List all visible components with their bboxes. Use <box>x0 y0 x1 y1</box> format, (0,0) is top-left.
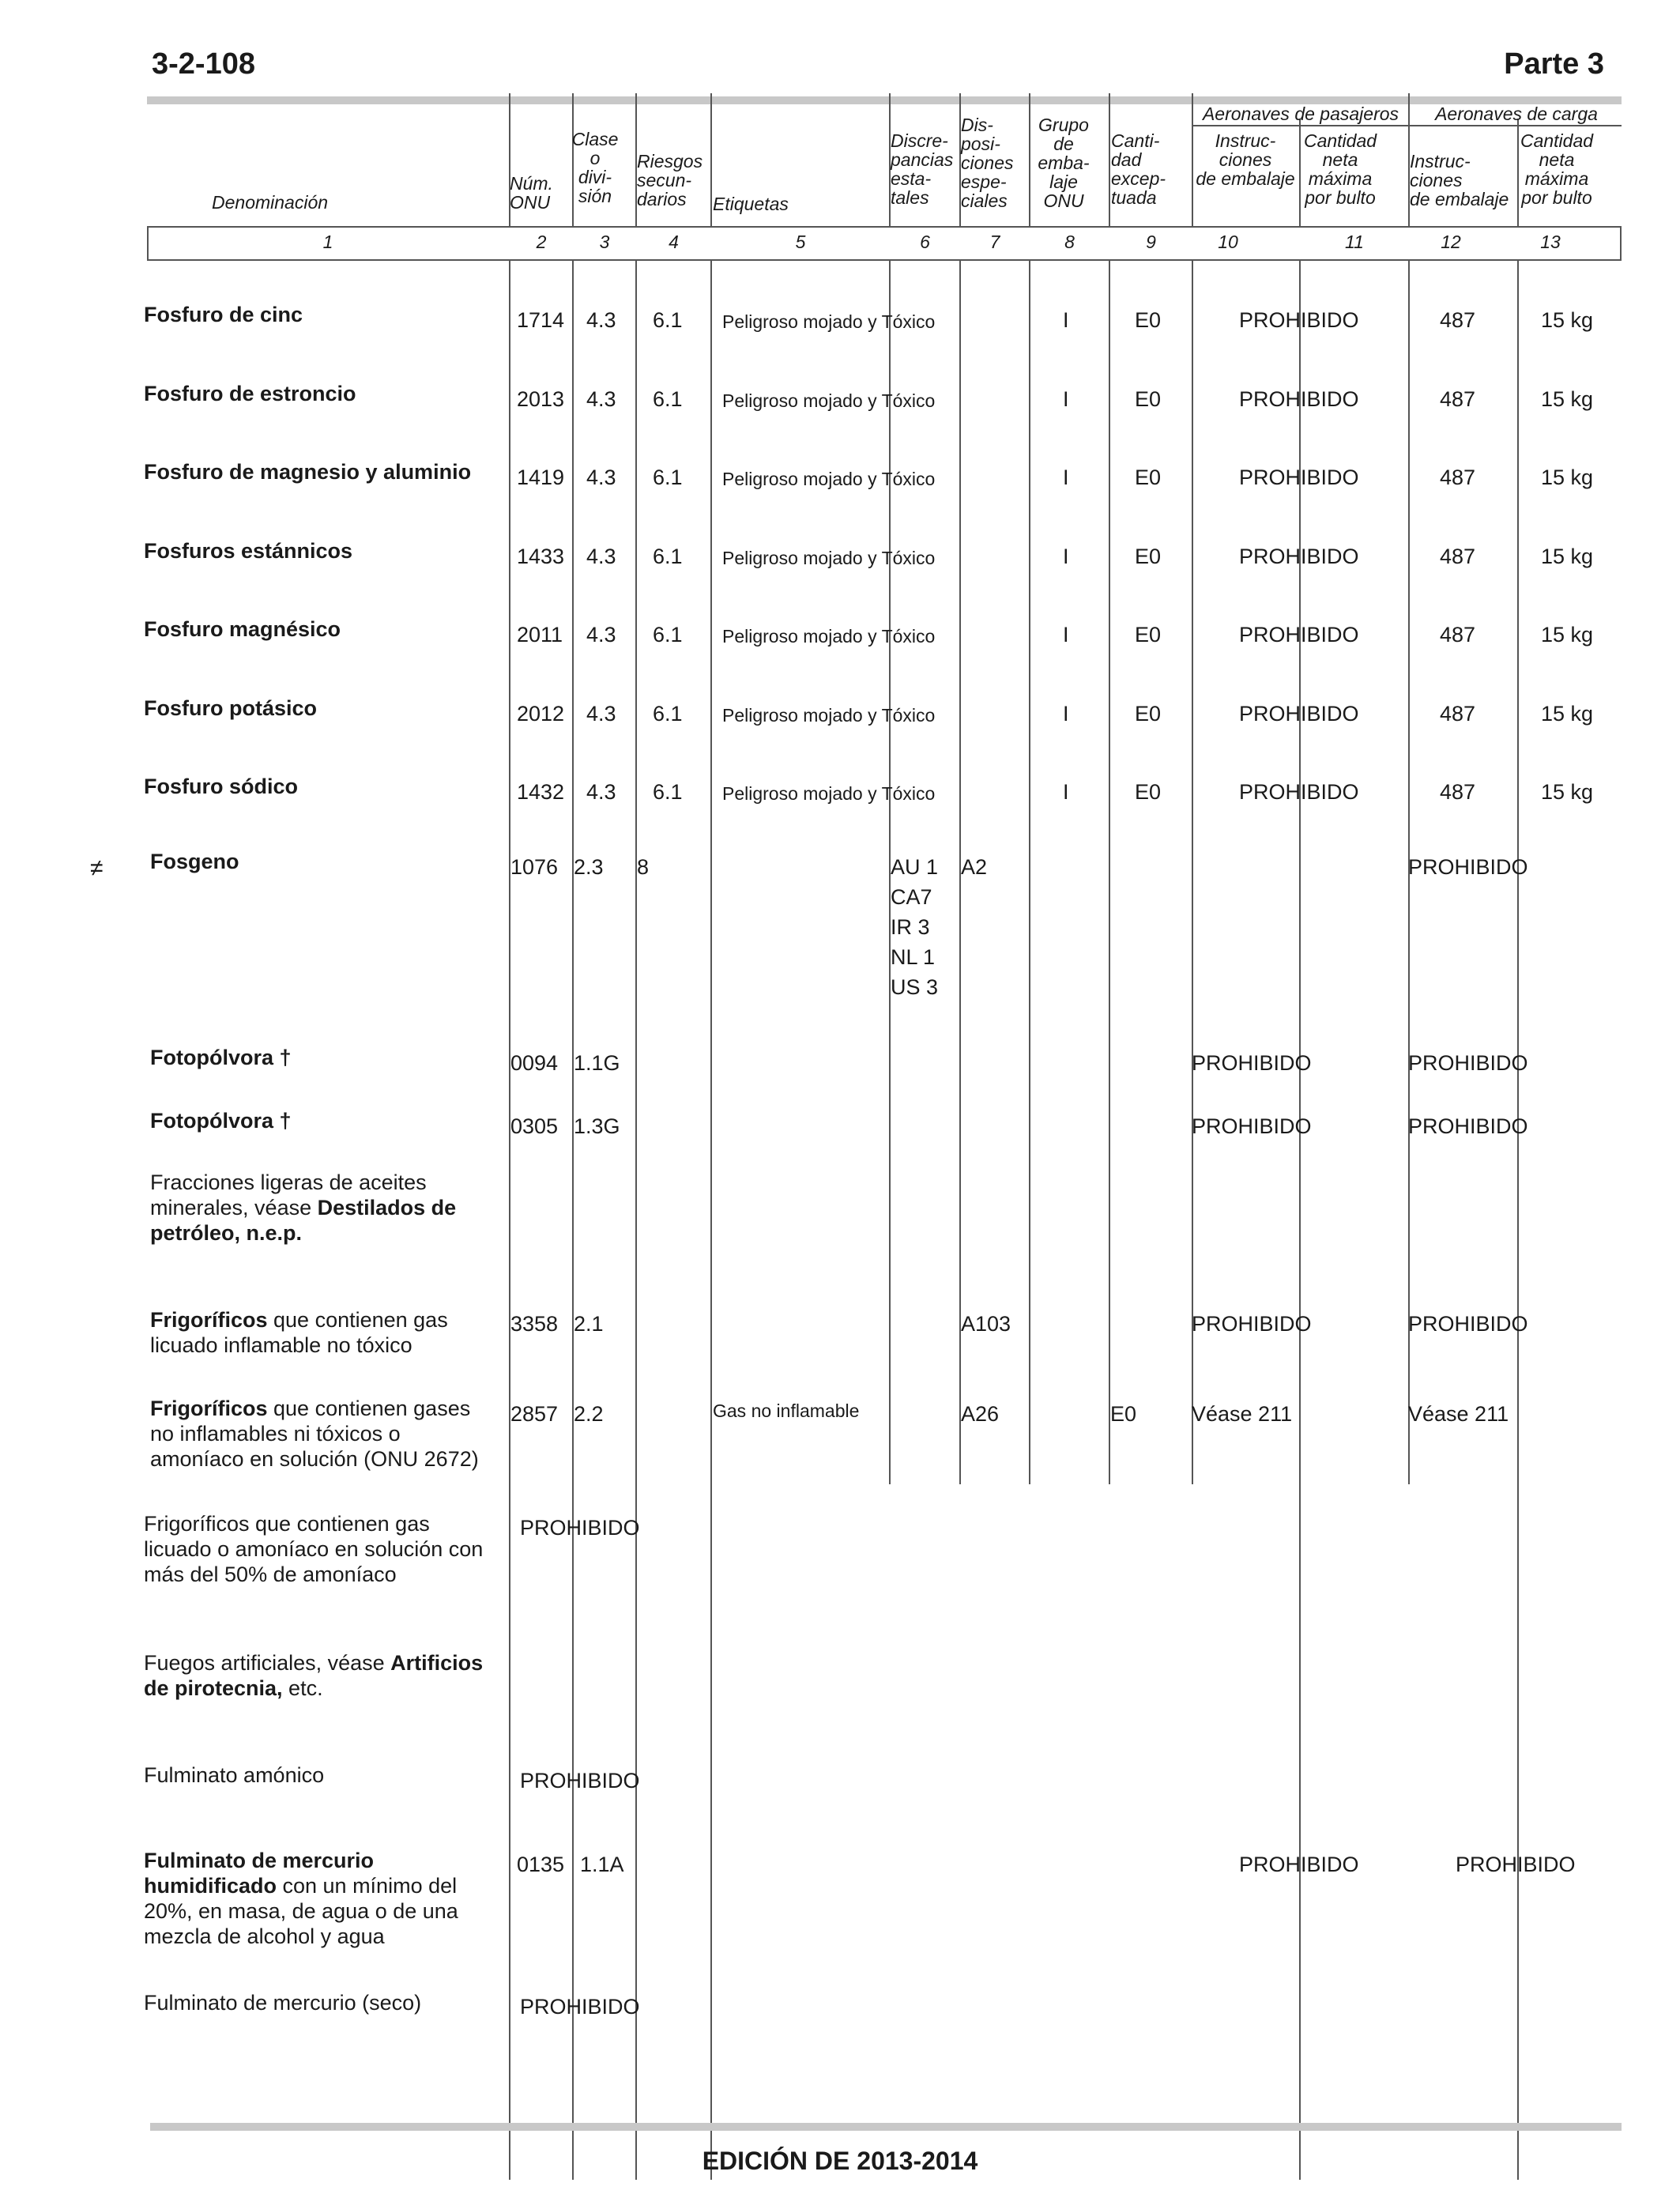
excepted-quantity: E0 <box>1135 701 1162 726</box>
column-number-11: 11 <box>1345 232 1364 252</box>
un-number: 1714 <box>517 308 565 332</box>
entry-name: Fotopólvora † <box>150 1109 292 1133</box>
col-line-9 <box>1109 93 1110 1484</box>
cross-reference-entry: Fracciones ligeras de aceites minerales, véase Destilados de petróleo, n.e.p. <box>150 1171 457 1245</box>
class-division: 4.3 <box>586 623 616 647</box>
header-grupo: Grupo de emba- laje ONU <box>1038 115 1090 211</box>
class-division: 4.3 <box>586 466 616 489</box>
entry-name: Fosfuro de magnesio y aluminio <box>144 460 472 484</box>
passenger-status: PROHIBIDO <box>1239 544 1359 568</box>
cargo-packing-instruction: 487 <box>1440 386 1476 411</box>
cargo-packing-instruction: 487 <box>1440 544 1476 568</box>
column-number-10: 10 <box>1218 232 1238 252</box>
cargo-max-quantity: 15 kg <box>1541 544 1594 568</box>
header-etiquetas: Etiquetas <box>713 194 789 214</box>
header-cantidad-exceptuada: Canti- dad excep- tuada <box>1111 130 1166 208</box>
passenger-status: PROHIBIDO <box>1239 1853 1359 1876</box>
header-aeronaves-pasajeros: Aeronaves de pasajeros <box>1202 104 1399 124</box>
special-provisions: A26 <box>961 1402 1000 1426</box>
class-division: 4.3 <box>586 780 616 804</box>
packing-group: I <box>1063 623 1069 647</box>
cargo-max-quantity: 15 kg <box>1541 308 1594 332</box>
class-division: 1.1G <box>574 1051 620 1075</box>
excepted-quantity: E0 <box>1135 466 1162 489</box>
column-number-4: 4 <box>669 232 679 252</box>
special-provisions: A2 <box>961 855 988 879</box>
subsidiary-risk: 8 <box>637 855 650 879</box>
class-division: 4.3 <box>586 701 616 726</box>
hazard-label: Peligroso mojado y Tóxico <box>722 390 936 411</box>
entry-name: Fosfuros estánnicos <box>144 538 353 563</box>
un-number: 2012 <box>517 701 565 726</box>
column-number-5: 5 <box>795 232 806 252</box>
subsidiary-risk: 6.1 <box>653 386 683 411</box>
un-number: 2011 <box>517 623 563 647</box>
passenger-status: PROHIBIDO <box>1239 466 1359 489</box>
entry-name: Frigoríficos que contienen gases no inflamables ni tóxicos o amoníaco en solución (ONU 2672) <box>150 1397 479 1471</box>
passenger-status: PROHIBIDO <box>1239 701 1359 726</box>
bottom-rule <box>150 2123 1622 2131</box>
excepted-quantity: E0 <box>1110 1402 1137 1426</box>
part-label: Parte 3 <box>1504 47 1604 81</box>
excepted-quantity: E0 <box>1135 623 1162 647</box>
cargo-packing-instruction: 487 <box>1440 623 1476 647</box>
state-variations: AU 1 CA7 IR 3 NL 1 US 3 <box>891 855 939 999</box>
column-number-2: 2 <box>536 232 547 252</box>
forbidden-status: PROHIBIDO <box>520 1516 640 1540</box>
class-division: 1.3G <box>574 1114 620 1138</box>
entry-name: Fotopólvora † <box>150 1046 292 1069</box>
excepted-quantity: E0 <box>1135 386 1162 411</box>
un-number: 1419 <box>517 466 565 489</box>
cargo-max-quantity: 15 kg <box>1541 466 1594 489</box>
column-number-8: 8 <box>1064 232 1075 252</box>
passenger-status: PROHIBIDO <box>1239 308 1359 332</box>
cargo-status: PROHIBIDO <box>1408 855 1528 879</box>
subsidiary-risk: 6.1 <box>653 466 683 489</box>
amendment-mark: ≠ <box>90 855 104 881</box>
un-number: 3358 <box>510 1312 559 1336</box>
col-line-12 <box>1408 93 1410 1484</box>
cargo-max-quantity: 15 kg <box>1541 623 1594 647</box>
cargo-status: PROHIBIDO <box>1456 1853 1576 1876</box>
header-cantidad-pasajeros: Cantidad neta máxima por bulto <box>1303 130 1377 208</box>
packing-group: I <box>1063 544 1069 568</box>
header-divider <box>1192 125 1622 126</box>
forbidden-status: PROHIBIDO <box>520 1769 640 1793</box>
entry-name: Fosfuro de estroncio <box>144 381 356 405</box>
un-number: 1433 <box>517 544 565 568</box>
cargo-max-quantity: 15 kg <box>1541 780 1594 804</box>
subsidiary-risk: 6.1 <box>653 701 683 726</box>
header-num-onu: Núm. ONU <box>510 173 553 213</box>
header-aeronaves-carga: Aeronaves de carga <box>1435 104 1598 124</box>
column-number-13: 13 <box>1540 232 1561 252</box>
header-instrucciones-pasajeros: Instruc- ciones de embalaje <box>1196 130 1295 189</box>
excepted-quantity: E0 <box>1135 308 1162 332</box>
un-number: 0094 <box>510 1051 559 1075</box>
un-number: 0135 <box>517 1853 565 1876</box>
class-division: 2.2 <box>574 1402 604 1426</box>
header-clase: Clase o divi- sión <box>571 129 619 206</box>
passenger-status: Véase 211 <box>1192 1402 1293 1426</box>
subsidiary-risk: 6.1 <box>653 544 683 568</box>
cross-reference-entry: Fuegos artificiales, véase Artificios de pirotecnia, etc. <box>144 1651 484 1700</box>
col-line-10 <box>1192 93 1193 1484</box>
entry-name: Fosfuro de cinc <box>144 303 303 326</box>
un-number: 0305 <box>510 1114 559 1138</box>
special-provisions: A103 <box>961 1312 1011 1336</box>
cargo-status: PROHIBIDO <box>1408 1051 1528 1075</box>
entry-name: Fosgeno <box>150 850 239 873</box>
hazard-label: Gas no inflamable <box>713 1400 860 1421</box>
class-division: 4.3 <box>586 308 616 332</box>
edition-footer: EDICIÓN DE 2013-2014 <box>702 2147 978 2175</box>
passenger-status: PROHIBIDO <box>1239 780 1359 804</box>
header-disposiciones: Dis- posi- ciones espe- ciales <box>961 115 1014 211</box>
class-division: 2.3 <box>574 855 604 879</box>
hazard-label: Peligroso mojado y Tóxico <box>722 704 936 726</box>
entry-name: Fulminato amónico <box>144 1763 325 1787</box>
passenger-status: PROHIBIDO <box>1239 623 1359 647</box>
header-cantidad-carga: Cantidad neta máxima por bulto <box>1520 130 1594 208</box>
class-division: 2.1 <box>574 1312 604 1336</box>
subsidiary-risk: 6.1 <box>653 780 683 804</box>
class-division: 4.3 <box>586 544 616 568</box>
packing-group: I <box>1063 466 1069 489</box>
excepted-quantity: E0 <box>1135 544 1162 568</box>
column-number-3: 3 <box>599 232 610 252</box>
packing-group: I <box>1063 386 1069 411</box>
packing-group: I <box>1063 701 1069 726</box>
header-discrepancias: Discre- pancias esta- tales <box>891 130 954 208</box>
cargo-status: Véase 211 <box>1408 1402 1509 1426</box>
col-line-8 <box>1029 93 1030 1484</box>
forbidden-status: PROHIBIDO <box>520 1995 640 2019</box>
header-riesgos: Riesgos secun- darios <box>637 151 703 209</box>
col-line-4 <box>635 93 637 2180</box>
column-number-1: 1 <box>322 232 333 252</box>
hazard-label: Peligroso mojado y Tóxico <box>722 547 936 568</box>
packing-group: I <box>1063 780 1069 804</box>
column-number-6: 6 <box>920 232 930 252</box>
passenger-status: PROHIBIDO <box>1239 386 1359 411</box>
header-instrucciones-carga: Instruc- ciones de embalaje <box>1410 151 1509 209</box>
un-number: 1076 <box>510 855 559 879</box>
un-number: 2857 <box>510 1402 559 1426</box>
entry-name: Fulminato de mercurio (seco) <box>144 1991 422 2015</box>
cargo-max-quantity: 15 kg <box>1541 701 1594 726</box>
passenger-status: PROHIBIDO <box>1192 1312 1312 1336</box>
cargo-status: PROHIBIDO <box>1408 1114 1528 1138</box>
column-number-7: 7 <box>989 232 1000 252</box>
entry-name: Frigoríficos que contienen gas licuado inflamable no tóxico <box>150 1308 448 1357</box>
column-number-12: 12 <box>1441 232 1461 252</box>
class-division: 4.3 <box>586 386 616 411</box>
entry-name: Fosfuro magnésico <box>144 617 341 641</box>
class-division: 1.1A <box>580 1853 624 1876</box>
packing-group: I <box>1063 308 1069 332</box>
un-number: 1432 <box>517 780 565 804</box>
subsidiary-risk: 6.1 <box>653 308 683 332</box>
col-line-7 <box>959 93 961 1484</box>
cargo-status: PROHIBIDO <box>1408 1312 1528 1336</box>
hazard-label: Peligroso mojado y Tóxico <box>722 783 936 804</box>
excepted-quantity: E0 <box>1135 780 1162 804</box>
header-denominacion: Denominación <box>212 192 329 213</box>
page-number: 3-2-108 <box>152 47 255 81</box>
column-number-9: 9 <box>1146 232 1156 252</box>
col-line-5 <box>710 93 712 2180</box>
cargo-max-quantity: 15 kg <box>1541 386 1594 411</box>
entry-name: Fosfuro sódico <box>144 775 298 798</box>
top-rule <box>147 96 1622 104</box>
subsidiary-risk: 6.1 <box>653 623 683 647</box>
passenger-status: PROHIBIDO <box>1192 1114 1312 1138</box>
entry-name: Fulminato de mercurio humidificado con un mínimo del 20%, en masa, de agua o de una mezcla de alcohol y agua <box>144 1849 458 1948</box>
hazard-label: Peligroso mojado y Tóxico <box>722 469 936 489</box>
cargo-packing-instruction: 487 <box>1440 308 1476 332</box>
entry-name: Fosfuro potásico <box>144 696 318 720</box>
cargo-packing-instruction: 487 <box>1440 466 1476 489</box>
cargo-packing-instruction: 487 <box>1440 780 1476 804</box>
hazard-label: Peligroso mojado y Tóxico <box>722 626 936 647</box>
un-number: 2013 <box>517 386 565 411</box>
entry-name: Frigoríficos que contienen gas licuado o amoníaco en solución con más del 50% de amoníaco <box>144 1512 484 1586</box>
hazard-label: Peligroso mojado y Tóxico <box>722 311 936 332</box>
passenger-status: PROHIBIDO <box>1192 1051 1312 1075</box>
cargo-packing-instruction: 487 <box>1440 701 1476 726</box>
